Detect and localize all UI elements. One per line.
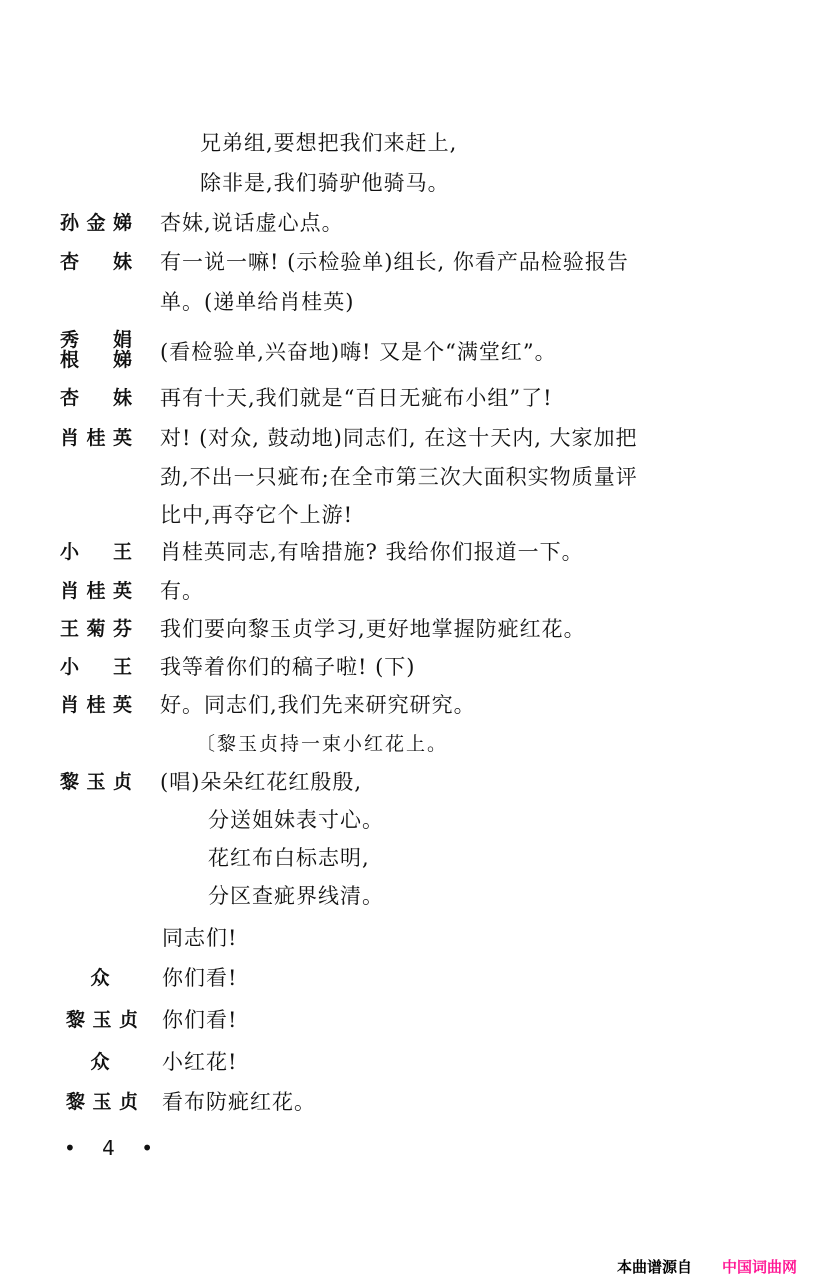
dialogue-text: 好。同志们,我们先来研究研究。: [160, 693, 476, 717]
stage-direction: 〔黎玉贞持一束小红花上。: [196, 733, 449, 755]
speaker-name: 王 菊 芬: [60, 618, 132, 640]
dialogue-text: (看检验单,兴奋地)嗨! 又是个“满堂红”。: [160, 340, 557, 364]
dialogue-text: 对! (对众, 鼓动地)同志们, 在这十天内, 大家加把: [160, 426, 638, 450]
footer-source-label: 本曲谱源自: [617, 1258, 693, 1276]
verse-line: 分送姐妹表寸心。: [208, 808, 384, 832]
dialogue-text: 有一说一嘛! (示检验单)组长, 你看产品检验报告: [160, 250, 629, 274]
verse-line: 兄弟组,要想把我们来赶上,: [200, 131, 458, 155]
speaker-name: 众: [90, 967, 110, 989]
speaker-name: 孙 金 娣: [60, 212, 132, 234]
page-number: • 4 •: [64, 1136, 164, 1160]
speaker-name: 众: [90, 1051, 110, 1073]
dialogue-text: 你们看!: [162, 966, 238, 990]
speaker-name: 黎 玉 贞: [60, 771, 132, 793]
dialogue-text: 再有十天,我们就是“百日无疵布小组”了!: [160, 386, 553, 410]
verse-line: 分区查疵界线清。: [208, 884, 384, 908]
dialogue-text: 你们看!: [162, 1008, 238, 1032]
speaker-name: 小 王: [60, 541, 132, 563]
dialogue-text: 肖桂英同志,有啥措施? 我给你们报道一下。: [160, 540, 584, 564]
speaker-name: 杏 妹: [60, 387, 132, 409]
speaker-name: 杏 妹: [60, 251, 132, 273]
dialogue-text: 单。(递单给肖桂英): [160, 290, 355, 314]
dialogue-text: 小红花!: [162, 1050, 238, 1074]
speaker-name: 小 王: [60, 656, 132, 678]
verse-line: 除非是,我们骑驴他骑马。: [200, 171, 450, 195]
dialogue-text: 有。: [160, 579, 204, 603]
sung-line: (唱)朵朵红花红殷殷,: [160, 770, 363, 794]
verse-line: 花红布白标志明,: [208, 846, 370, 870]
speaker-name: 肖 桂 英: [60, 694, 132, 716]
dialogue-text: 劲,不出一只疵布;在全市第三次大面积实物质量评: [160, 465, 638, 489]
footer-site-link[interactable]: 中国词曲网: [722, 1258, 798, 1276]
speaker-name: 肖 桂 英: [60, 427, 132, 449]
speaker-name: 肖 桂 英: [60, 580, 132, 602]
dialogue-text: 杏妹,说话虚心点。: [160, 211, 344, 235]
dialogue-text: 比中,再夺它个上游!: [160, 503, 354, 527]
dialogue-text: 看布防疵红花。: [162, 1090, 316, 1114]
dialogue-text: 同志们!: [162, 926, 238, 950]
dialogue-text: 我们要向黎玉贞学习,更好地掌握防疵红花。: [160, 617, 586, 641]
speaker-name: 黎 玉 贞: [66, 1091, 138, 1113]
speaker-name: 黎 玉 贞: [66, 1009, 138, 1031]
speaker-name-pair: 秀 娟 根 娣: [60, 329, 132, 371]
dialogue-text: 我等着你们的稿子啦! (下): [160, 655, 416, 679]
